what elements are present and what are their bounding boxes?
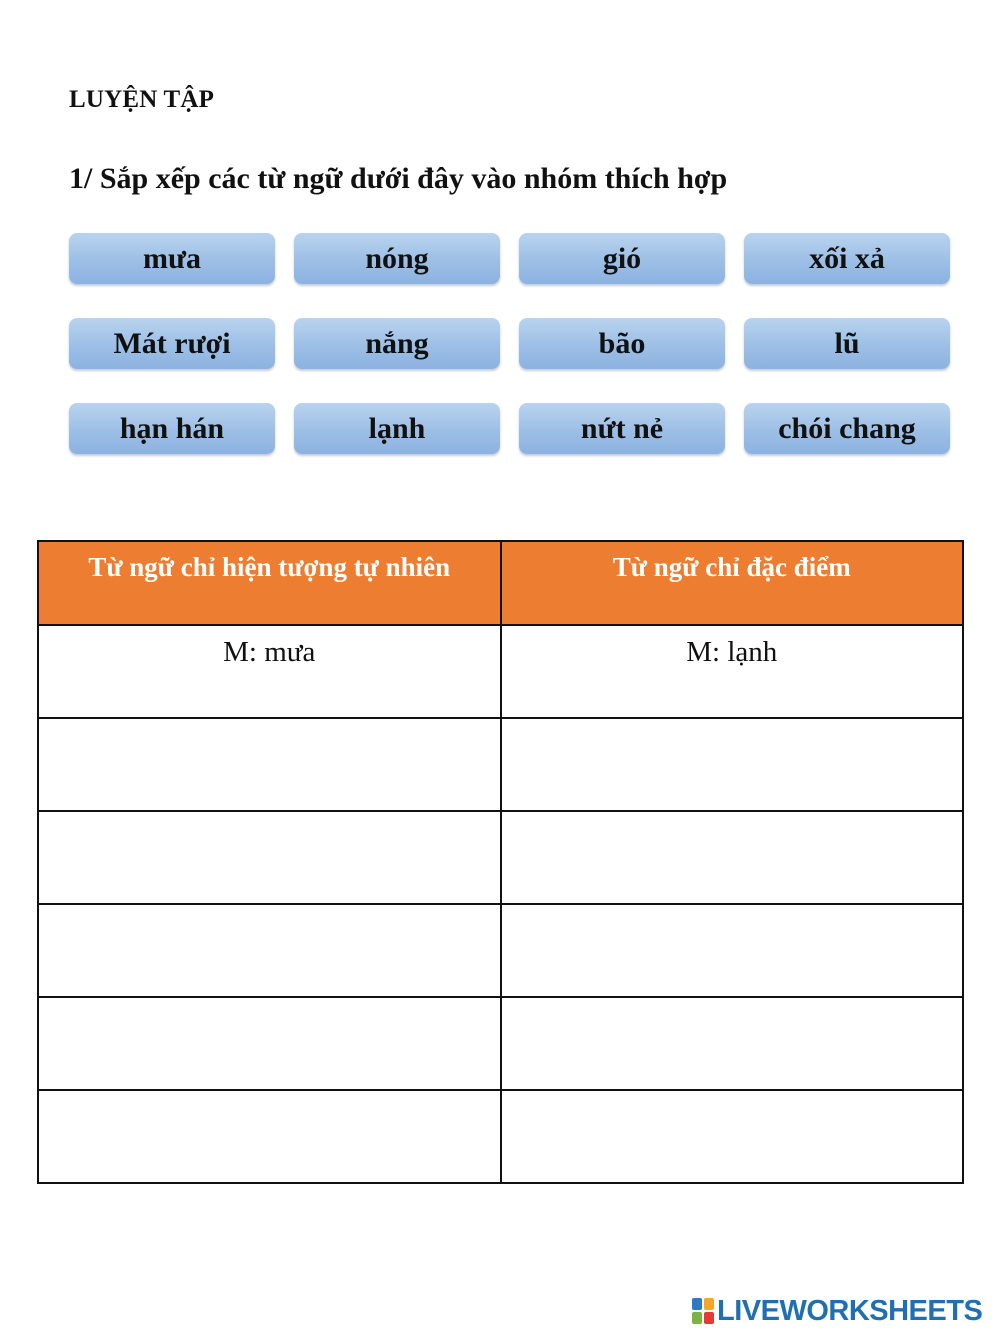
word-tile-mua[interactable]: mưa xyxy=(69,233,275,284)
drop-cell-phenomena[interactable] xyxy=(38,718,501,811)
table-row xyxy=(38,1090,963,1183)
word-tile-nut-ne[interactable]: nứt nẻ xyxy=(519,403,725,454)
table-row xyxy=(38,625,963,718)
sorting-table xyxy=(37,540,964,1184)
table-row xyxy=(38,904,963,997)
page-heading: LUYỆN TẬP xyxy=(69,86,215,113)
word-tile-gio[interactable]: gió xyxy=(519,233,725,284)
drop-cell-phenomena[interactable] xyxy=(38,904,501,997)
logo-square-red xyxy=(704,1312,714,1324)
drop-cell-phenomena[interactable] xyxy=(38,811,501,904)
word-tile-nong[interactable]: nóng xyxy=(294,233,500,284)
word-tile-choi-chang[interactable]: chói chang xyxy=(744,403,950,454)
word-tile-lanh[interactable]: lạnh xyxy=(294,403,500,454)
logo-square-orange xyxy=(704,1298,714,1310)
word-tile-lu[interactable]: lũ xyxy=(744,318,950,369)
table-row xyxy=(38,811,963,904)
word-tile-bao[interactable]: bão xyxy=(519,318,725,369)
drop-cell-phenomena[interactable]: M: mưa xyxy=(38,625,501,718)
drop-cell-characteristics[interactable]: M: lạnh xyxy=(501,625,964,718)
header-natural-phenomena: Từ ngữ chỉ hiện tượng tự nhiên xyxy=(38,541,501,625)
drop-cell-characteristics[interactable] xyxy=(501,904,964,997)
table-row xyxy=(38,718,963,811)
liveworksheets-logo-icon xyxy=(692,1298,714,1324)
liveworksheets-logo xyxy=(692,1294,982,1328)
drop-cell-characteristics[interactable] xyxy=(501,718,964,811)
drop-cell-characteristics[interactable] xyxy=(501,811,964,904)
exercise-instruction: 1/ Sắp xếp các từ ngữ dưới đây vào nhóm thích hợp xyxy=(69,162,728,195)
word-tile-xoi-xa[interactable]: xối xả xyxy=(744,233,950,284)
liveworksheets-logo-text: LIVEWORKSHEETS xyxy=(717,1294,983,1327)
word-tile-nang[interactable]: nắng xyxy=(294,318,500,369)
drop-cell-phenomena[interactable] xyxy=(38,1090,501,1183)
drop-cell-phenomena[interactable] xyxy=(38,997,501,1090)
table-row xyxy=(38,997,963,1090)
logo-square-green xyxy=(692,1312,702,1324)
header-characteristics: Từ ngữ chỉ đặc điểm xyxy=(501,541,964,625)
word-bank xyxy=(69,233,950,454)
table-header-row xyxy=(38,541,963,625)
word-tile-mat-ruoi[interactable]: Mát rượi xyxy=(69,318,275,369)
logo-square-blue xyxy=(692,1298,702,1310)
drop-cell-characteristics[interactable] xyxy=(501,997,964,1090)
word-tile-han-han[interactable]: hạn hán xyxy=(69,403,275,454)
drop-cell-characteristics[interactable] xyxy=(501,1090,964,1183)
